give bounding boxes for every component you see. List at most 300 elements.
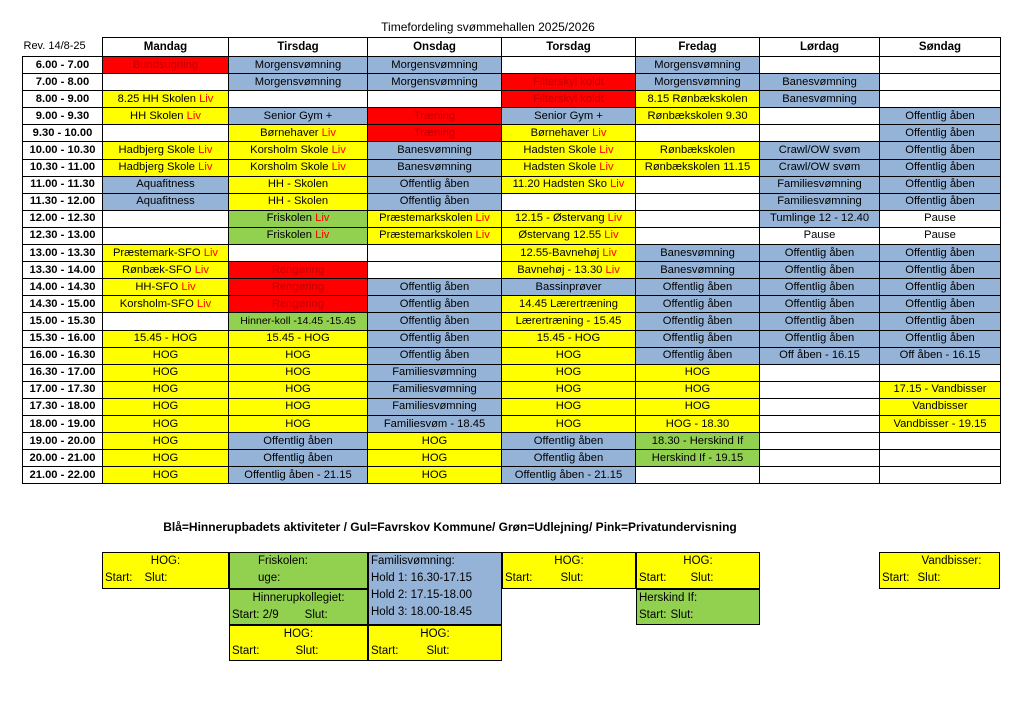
liv-marker: Liv: [315, 212, 330, 225]
cell-text: HOG: [684, 400, 711, 413]
schedule-cell: [103, 227, 229, 244]
schedule-cell: [880, 415, 1001, 432]
cell-text: Morgensvømning: [654, 58, 741, 71]
cell-text: Offentlig åben: [905, 195, 975, 208]
schedule-cell: [229, 313, 368, 330]
time-slot: 12.30 - 13.00: [23, 227, 103, 244]
day-header: Tirsdag: [229, 38, 368, 57]
cell-text: Offentlig åben: [784, 314, 855, 327]
cell-text: Senior Gym +: [534, 109, 603, 122]
schedule-cell: [502, 330, 636, 347]
schedule-cell: [103, 347, 229, 364]
cell-text: HOG: [555, 383, 582, 396]
table-row: [23, 193, 1001, 210]
time-slot: 14.00 - 14.30: [23, 279, 103, 296]
cell-text: HOG - 18.30: [665, 417, 730, 430]
time-slot: 11.00 - 11.30: [23, 176, 103, 193]
schedule-cell: [760, 364, 880, 381]
cell-text: Tumlinge 12 - 12.40: [769, 212, 870, 225]
cell-text: Offentlig åben: [784, 246, 855, 259]
cell-text: 12.15 - Østervang: [515, 212, 605, 225]
cell-text: HOG: [285, 417, 311, 430]
schedule-cell: [760, 227, 880, 244]
page-title: Timefordeling svømmehallen 2025/2026: [381, 20, 595, 34]
schedule-cell: [229, 330, 368, 347]
schedule-cell: [760, 296, 880, 313]
schedule-cell: [636, 142, 760, 159]
schedule-cell: [368, 245, 502, 262]
cell-text: Korsholm Skole: [250, 161, 329, 174]
cell-text: Banesvømning: [782, 75, 857, 88]
cell-text: Rengøring: [271, 280, 325, 293]
schedule-cell: [229, 227, 368, 244]
box-end: Slut:: [670, 609, 694, 621]
schedule-cell: [760, 330, 880, 347]
box-end: Slut:: [144, 572, 168, 584]
cell-text: Morgensvømning: [254, 75, 342, 88]
schedule-cell: [636, 381, 760, 398]
table-row: [23, 313, 1001, 330]
box-title: Vandbisser:: [921, 555, 982, 567]
table-row: [23, 381, 1001, 398]
cell-text: Østervang 12.55: [518, 229, 602, 242]
herskind-box: [636, 589, 760, 625]
time-slot: 16.00 - 16.30: [23, 347, 103, 364]
schedule-cell: [103, 91, 229, 108]
schedule-cell: [368, 91, 502, 108]
schedule-cell: [229, 159, 368, 176]
cell-text: Bundsugning: [132, 58, 199, 71]
cell-text: 17.15 - Vandbisser: [893, 383, 987, 396]
cell-text: Senior Gym +: [263, 109, 333, 122]
schedule-cell: [636, 415, 760, 432]
cell-text: Korsholm-SFO: [119, 297, 194, 310]
cell-text: Banesvømning: [397, 144, 472, 157]
cell-text: Morgensvømning: [654, 75, 741, 88]
time-slot: 10.00 - 10.30: [23, 142, 103, 159]
schedule-cell: [502, 91, 636, 108]
schedule-cell: [880, 176, 1001, 193]
schedule-cell: [368, 125, 502, 142]
schedule-cell: [636, 159, 760, 176]
cell-text: Pause: [924, 212, 956, 225]
cell-text: Offentlig åben - 21.15: [244, 468, 352, 481]
liv-marker: Liv: [599, 161, 614, 174]
table-row: [23, 227, 1001, 244]
hog-thursday-box: [502, 552, 636, 589]
cell-text: HOG: [421, 451, 448, 464]
cell-text: 8.25 HH Skolen: [117, 92, 196, 105]
table-row: [23, 467, 1001, 484]
liv-marker: Liv: [199, 92, 214, 105]
schedule-cell: [502, 262, 636, 279]
table-row: [23, 330, 1001, 347]
hold-item: Hold 3: 18.00-18.45: [371, 606, 473, 618]
cell-text: Offentlig åben: [399, 280, 470, 293]
cell-text: 15.45 - HOG: [266, 332, 330, 345]
schedule-cell: [368, 364, 502, 381]
cell-text: HOG: [285, 383, 311, 396]
schedule-cell: [229, 381, 368, 398]
box-end: Slut:: [917, 572, 941, 584]
schedule-cell: [880, 159, 1001, 176]
cell-text: Træning: [413, 109, 456, 122]
schedule-cell: [103, 176, 229, 193]
cell-text: HOG: [152, 400, 179, 413]
schedule-cell: [636, 347, 760, 364]
schedule-cell: [103, 313, 229, 330]
cell-text: HOG: [285, 400, 311, 413]
cell-text: Familiesvømning: [392, 400, 477, 413]
cell-text: Offentlig åben: [784, 297, 855, 310]
cell-text: HOG: [555, 366, 582, 379]
table-row: [23, 398, 1001, 415]
cell-text: Familiesvømning: [777, 178, 862, 191]
cell-text: Bassinprøver: [535, 280, 602, 293]
schedule-cell: [880, 91, 1001, 108]
table-row: [23, 245, 1001, 262]
box-title: Herskind If:: [639, 592, 698, 604]
cell-text: Offentlig åben: [399, 195, 470, 208]
cell-text: Offentlig åben: [905, 161, 975, 174]
cell-text: Præstemarkskolen: [379, 212, 473, 225]
schedule-cell: [880, 450, 1001, 467]
schedule-cell: [760, 467, 880, 484]
vandbisser-box: [879, 552, 1000, 589]
schedule-cell: [229, 433, 368, 450]
schedule-cell: [103, 467, 229, 484]
box-title: HOG:: [283, 628, 314, 640]
cell-text: HOG: [684, 366, 711, 379]
table-row: [23, 279, 1001, 296]
cell-text: 15.45 - HOG: [536, 332, 601, 345]
day-header: Lørdag: [760, 38, 880, 57]
schedule-cell: [502, 279, 636, 296]
cell-text: Morgensvømning: [391, 75, 478, 88]
cell-text: 8.15 Rønbækskolen: [647, 92, 748, 105]
schedule-cell: [229, 262, 368, 279]
table-row: [23, 296, 1001, 313]
cell-text: Offentlig åben: [905, 109, 975, 122]
schedule-cell: [636, 227, 760, 244]
table-row: [23, 347, 1001, 364]
schedule-cell: [103, 450, 229, 467]
schedule-cell: [368, 57, 502, 74]
schedule-cell: [636, 450, 760, 467]
schedule-cell: [880, 210, 1001, 227]
schedule-cell: [229, 245, 368, 262]
schedule-cell: [760, 279, 880, 296]
schedule-cell: [103, 142, 229, 159]
schedule-cell: [636, 467, 760, 484]
cell-text: Banesvømning: [782, 92, 857, 105]
cell-text: Offentlig åben: [399, 178, 470, 191]
liv-marker: Liv: [610, 178, 625, 191]
cell-text: HOG: [555, 349, 582, 362]
liv-marker: Liv: [331, 144, 346, 157]
cell-text: Rønbækskolen 11.15: [644, 161, 751, 174]
cell-text: HH-SFO: [135, 280, 179, 293]
schedule-cell: [229, 125, 368, 142]
schedule-cell: [636, 210, 760, 227]
liv-marker: Liv: [599, 144, 614, 157]
schedule-cell: [103, 279, 229, 296]
schedule-table: [22, 37, 1001, 484]
liv-marker: Liv: [602, 246, 617, 259]
box-start: Start:: [371, 645, 399, 657]
cell-text: Banesvømning: [660, 246, 735, 259]
cell-text: Crawl/OW svøm: [778, 144, 861, 157]
schedule-cell: [880, 313, 1001, 330]
schedule-cell: [760, 262, 880, 279]
schedule-cell: [103, 108, 229, 125]
cell-text: Offentlig åben: [662, 349, 733, 362]
cell-text: Aquafitness: [136, 178, 195, 191]
cell-text: Offentlig åben: [662, 280, 733, 293]
schedule-cell: [229, 450, 368, 467]
schedule-cell: [880, 330, 1001, 347]
schedule-cell: [760, 108, 880, 125]
schedule-cell: [760, 210, 880, 227]
cell-text: Rengøring: [271, 263, 325, 276]
box-title: HOG:: [150, 555, 181, 567]
schedule-cell: [229, 176, 368, 193]
schedule-cell: [636, 433, 760, 450]
schedule-cell: [229, 74, 368, 91]
liv-marker: Liv: [607, 212, 622, 225]
schedule-cell: [103, 415, 229, 432]
cell-text: Familiesvømning: [392, 383, 477, 396]
schedule-cell: [502, 398, 636, 415]
liv-marker: Liv: [203, 246, 219, 259]
schedule-cell: [229, 398, 368, 415]
schedule-cell: [103, 381, 229, 398]
cell-text: 12.55-Bavnehøj: [520, 246, 600, 259]
schedule-cell: [103, 296, 229, 313]
day-header: Torsdag: [502, 38, 636, 57]
table-row: [23, 142, 1001, 159]
cell-text: HOG: [555, 400, 582, 413]
cell-text: Familiesvømning: [392, 366, 477, 379]
cell-text: Familiesvømning: [777, 195, 862, 208]
time-slot: 19.00 - 20.00: [23, 433, 103, 450]
cell-text: Offentlig åben: [399, 297, 470, 310]
schedule-cell: [229, 142, 368, 159]
schedule-cell: [229, 296, 368, 313]
schedule-cell: [368, 108, 502, 125]
schedule-cell: [760, 193, 880, 210]
cell-text: Hadbjerg Skole: [118, 161, 196, 174]
cell-text: Offentlig åben: [399, 314, 470, 327]
cell-text: Rønbækskolen 9.30: [647, 109, 748, 122]
box-start: Start:: [882, 572, 910, 584]
schedule-cell: [103, 330, 229, 347]
schedule-cell: [502, 415, 636, 432]
schedule-cell: [880, 467, 1001, 484]
time-slot: 12.00 - 12.30: [23, 210, 103, 227]
cell-text: Offentlig åben: [905, 144, 975, 157]
schedule-cell: [880, 125, 1001, 142]
schedule-cell: [229, 210, 368, 227]
schedule-cell: [368, 176, 502, 193]
cell-text: Offentlig åben: [905, 126, 975, 139]
cell-text: Træning: [413, 126, 456, 139]
friskolen-box: [229, 552, 368, 589]
hold-item: Hold 1: 16.30-17.15: [371, 572, 473, 584]
cell-text: Offentlig åben: [905, 280, 975, 293]
schedule-cell: [636, 313, 760, 330]
liv-marker: Liv: [198, 161, 213, 174]
table-row: [23, 91, 1001, 108]
schedule-cell: [502, 159, 636, 176]
schedule-cell: [636, 91, 760, 108]
schedule-cell: [502, 381, 636, 398]
schedule-cell: [229, 57, 368, 74]
schedule-cell: [760, 74, 880, 91]
schedule-cell: [368, 347, 502, 364]
schedule-cell: [229, 364, 368, 381]
box-start: Start:: [505, 572, 533, 584]
box-title: HOG:: [554, 555, 584, 567]
cell-text: HOG: [684, 383, 711, 396]
table-row: [23, 450, 1001, 467]
schedule-cell: [880, 227, 1001, 244]
cell-text: Præstemarkskolen: [379, 229, 473, 242]
cell-text: Pause: [803, 229, 836, 242]
schedule-cell: [880, 433, 1001, 450]
cell-text: HOG: [152, 451, 179, 464]
cell-text: HH Skolen: [130, 109, 184, 122]
box-end: Slut:: [690, 572, 714, 584]
cell-text: HOG: [555, 417, 582, 430]
table-row: [23, 262, 1001, 279]
time-slot: 9.30 - 10.00: [23, 125, 103, 142]
schedule-cell: [636, 330, 760, 347]
schedule-cell: [368, 296, 502, 313]
schedule-cell: [103, 57, 229, 74]
schedule-cell: [229, 193, 368, 210]
box-start: Start:: [639, 609, 667, 621]
time-slot: 21.00 - 22.00: [23, 467, 103, 484]
schedule-cell: [368, 227, 502, 244]
schedule-cell: [636, 193, 760, 210]
cell-text: Banesvømning: [660, 263, 735, 276]
schedule-cell: [760, 245, 880, 262]
schedule-cell: [368, 450, 502, 467]
schedule-cell: [760, 125, 880, 142]
schedule-cell: [103, 433, 229, 450]
schedule-cell: [103, 262, 229, 279]
box-end: Slut:: [426, 645, 450, 657]
cell-text: Offentlig åben: [905, 246, 975, 259]
cell-text: Præstemark-SFO: [112, 246, 201, 259]
schedule-cell: [103, 159, 229, 176]
liv-marker: Liv: [321, 126, 336, 139]
cell-text: Hadbjerg Skole: [118, 144, 196, 157]
cell-text: Vandbisser: [912, 400, 968, 413]
table-row: [23, 176, 1001, 193]
box-end: Slut:: [295, 645, 319, 657]
schedule-cell: [502, 433, 636, 450]
cell-text: Rønbæk-SFO: [121, 263, 192, 276]
schedule-cell: [880, 262, 1001, 279]
schedule-cell: [502, 467, 636, 484]
box-start: Start:: [105, 572, 133, 584]
schedule-cell: [760, 142, 880, 159]
schedule-cell: [636, 296, 760, 313]
liv-marker: Liv: [604, 229, 619, 242]
schedule-cell: [103, 245, 229, 262]
schedule-cell: [103, 193, 229, 210]
schedule-cell: [760, 381, 880, 398]
schedule-cell: [502, 296, 636, 313]
cell-text: Offentlig åben: [662, 297, 733, 310]
schedule-cell: [502, 227, 636, 244]
schedule-cell: [636, 398, 760, 415]
liv-marker: Liv: [186, 109, 201, 122]
schedule-cell: [103, 210, 229, 227]
box-title: Familisvømning:: [371, 555, 455, 567]
time-slot: 17.00 - 17.30: [23, 381, 103, 398]
box-start: Start:: [232, 645, 260, 657]
time-slot: 6.00 - 7.00: [23, 57, 103, 74]
box-end: Slut:: [560, 572, 584, 584]
cell-text: Offentlig åben: [905, 263, 975, 276]
schedule-cell: [880, 296, 1001, 313]
cell-text: Børnehaver: [260, 126, 319, 139]
cell-text: 18.30 - Herskind If: [651, 434, 744, 447]
schedule-cell: [229, 347, 368, 364]
cell-text: Offentlig åben: [533, 434, 604, 447]
hold-item: Hold 2: 17.15-18.00: [371, 589, 473, 601]
schedule-cell: [368, 142, 502, 159]
table-row: [23, 433, 1001, 450]
schedule-cell: [368, 193, 502, 210]
schedule-cell: [880, 398, 1001, 415]
cell-text: HOG: [152, 383, 179, 396]
schedule-cell: [760, 91, 880, 108]
cell-text: HOG: [421, 468, 448, 481]
schedule-cell: [760, 176, 880, 193]
schedule-cell: [636, 364, 760, 381]
schedule-cell: [502, 57, 636, 74]
time-slot: 14.30 - 15.00: [23, 296, 103, 313]
schedule-cell: [636, 245, 760, 262]
day-header: Mandag: [103, 38, 229, 57]
cell-text: HOG: [152, 434, 179, 447]
time-slot: 11.30 - 12.00: [23, 193, 103, 210]
schedule-cell: [636, 125, 760, 142]
cell-text: Familiesvøm - 18.45: [383, 417, 486, 430]
day-header: Fredag: [636, 38, 760, 57]
schedule-cell: [229, 108, 368, 125]
color-legend: Blå=Hinnerupbadets aktiviteter / Gul=Favrskov Kommune/ Grøn=Udlejning/ Pink=Privatundervisning: [163, 520, 737, 534]
schedule-cell: [636, 57, 760, 74]
cell-text: Rengøring: [271, 297, 325, 310]
box-end: Slut:: [304, 609, 328, 621]
time-slot: 15.00 - 15.30: [23, 313, 103, 330]
cell-text: 14.45 Lærertræning: [519, 297, 618, 310]
schedule-cell: [103, 125, 229, 142]
liv-marker: Liv: [198, 144, 213, 157]
cell-text: Offentlig åben: [784, 332, 855, 345]
table-row: [23, 57, 1001, 74]
liv-marker: Liv: [475, 212, 490, 225]
liv-marker: Liv: [331, 161, 346, 174]
hog-friday-box: [636, 552, 760, 589]
cell-text: Filterskyl koldt: [533, 75, 604, 88]
cell-text: Hadsten Skole: [523, 144, 597, 157]
